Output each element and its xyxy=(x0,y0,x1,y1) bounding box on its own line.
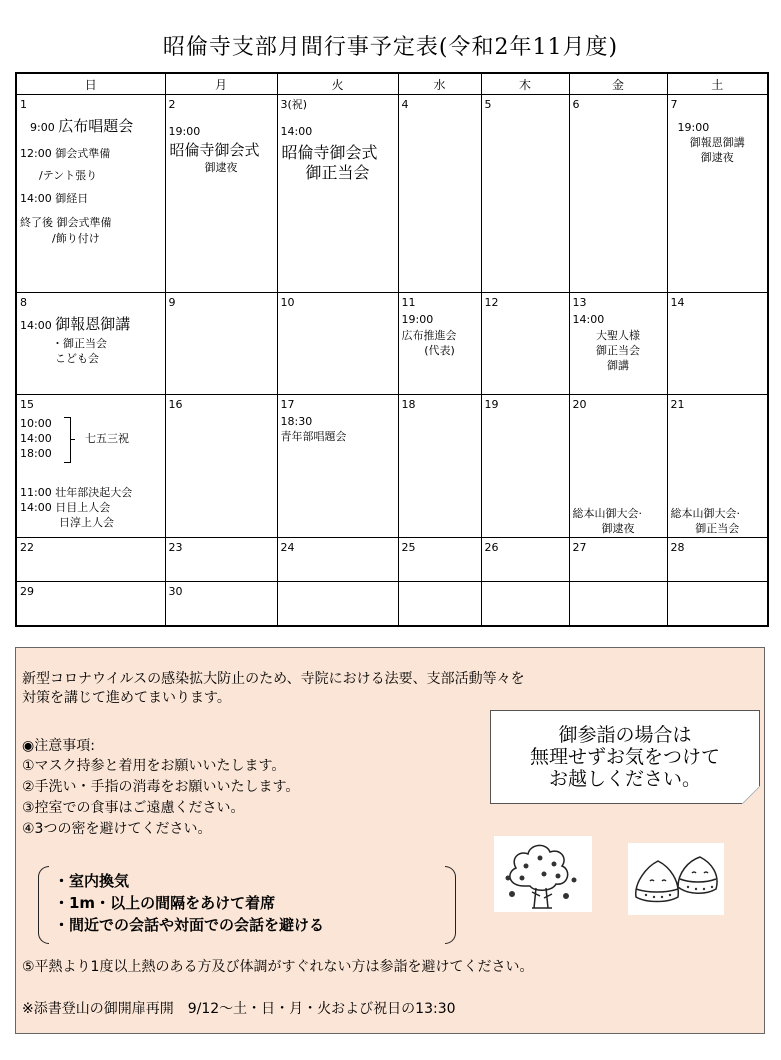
notice-item: ③控室での食事はご遠慮ください。 xyxy=(22,800,245,816)
calendar-table xyxy=(15,72,769,627)
notice-heading: ◉注意事項: xyxy=(22,738,95,754)
day-number: 23 xyxy=(168,541,183,554)
day-number: 28 xyxy=(670,541,685,554)
event-line: 12:00 御会式準備 xyxy=(20,147,111,160)
weekday-header xyxy=(16,73,768,95)
measure-item: ・室内換気 xyxy=(54,872,130,890)
weekday-tue: 火 xyxy=(277,73,398,95)
day-cell xyxy=(165,582,277,626)
right-bracket xyxy=(445,866,456,944)
notice-item: ⑤平熱より1度以上熱のある方及び体調がすぐれない方は参詣を避けてください。 xyxy=(22,959,534,975)
day-cell xyxy=(277,95,398,293)
day-cell xyxy=(16,95,165,293)
week-row xyxy=(16,293,768,395)
chestnuts-illustration-icon xyxy=(628,843,724,915)
event-time: 9:00 xyxy=(30,121,55,134)
event-title: 御正当会 xyxy=(305,163,370,182)
day-cell xyxy=(277,293,398,395)
day-cell xyxy=(569,95,667,293)
day-cell xyxy=(481,582,569,626)
day-number: 30 xyxy=(168,585,183,598)
event-time: 18:00 xyxy=(20,447,52,460)
week-row xyxy=(16,538,768,582)
event-title: 七五三祝 xyxy=(85,432,129,445)
day-cell xyxy=(398,293,481,395)
day-number: 29 xyxy=(20,585,34,598)
day-number: 25 xyxy=(401,541,416,554)
day-cell xyxy=(569,538,667,582)
page-title: 昭倫寺支部月間行事予定表(令和2年11月度) xyxy=(162,35,619,60)
day-number: 16 xyxy=(168,398,183,411)
callout-box xyxy=(490,710,760,804)
day-cell xyxy=(398,538,481,582)
measure-item: ・1m・以上の間隔をあけて着席 xyxy=(54,894,276,912)
callout-line: 無理せずお気をつけて xyxy=(529,746,720,768)
day-number: 22 xyxy=(20,541,34,554)
event-line: 御正当会 xyxy=(695,522,740,535)
event-line: 総本山御大会· xyxy=(572,507,642,520)
weekday-sat: 土 xyxy=(667,73,768,95)
page-fold-icon xyxy=(742,786,760,804)
notice-item: ①マスク持参と着用をお願いいたします。 xyxy=(22,758,286,774)
measures-bracket xyxy=(38,866,456,942)
event-line: 御逮夜 xyxy=(601,522,635,535)
day-number: 6 xyxy=(572,98,580,111)
day-cell xyxy=(667,395,768,538)
day-cell xyxy=(481,538,569,582)
weekday-wed: 水 xyxy=(398,73,481,95)
event-line: /テント張り xyxy=(39,169,98,182)
day-number: 1 xyxy=(20,98,27,111)
day-cell xyxy=(16,395,165,538)
day-cell xyxy=(16,293,165,395)
day-number: 19 xyxy=(484,398,499,411)
bracket-shape xyxy=(64,417,71,463)
event-line: 11:00 壮年部決起大会 xyxy=(20,486,133,499)
tree-illustration-icon xyxy=(494,836,592,912)
event-line: (代表) xyxy=(424,344,455,357)
day-number: 15 xyxy=(20,398,34,411)
day-cell xyxy=(398,582,481,626)
notice-intro: 新型コロナウイルスの感染拡大防止のため、寺院における法要、支部活動等々を xyxy=(22,671,525,687)
day-cell xyxy=(667,582,768,626)
day-number: 27 xyxy=(572,541,587,554)
day-number: 8 xyxy=(20,296,27,309)
event-line: 御逮夜 xyxy=(700,151,734,164)
event-title: 昭倫寺御会式 xyxy=(281,143,378,162)
day-cell xyxy=(569,582,667,626)
event-line: 日淳上人会 xyxy=(59,516,114,529)
event-time: 19:00 xyxy=(168,125,201,138)
day-number: 24 xyxy=(280,541,295,554)
day-number: 26 xyxy=(484,541,499,554)
day-cell xyxy=(277,395,398,538)
notice-footer: ※添書登山の御開扉再開 9/12～土・日・月・火および祝日の13:30 xyxy=(22,1001,456,1017)
day-cell xyxy=(667,293,768,395)
notice-intro: 対策を講じて進めてまいります。 xyxy=(22,690,231,706)
day-cell xyxy=(16,538,165,582)
day-number: 10 xyxy=(280,296,295,309)
event-line: 大聖人様 xyxy=(596,329,640,342)
day-number: 12 xyxy=(484,296,499,309)
day-number: 9 xyxy=(168,296,176,309)
day-number: 20 xyxy=(572,398,587,411)
day-number: 21 xyxy=(670,398,685,411)
event-line xyxy=(20,317,130,333)
event-time: 14:00 xyxy=(280,125,313,138)
day-cell xyxy=(481,395,569,538)
day-cell xyxy=(165,293,277,395)
event-line: 御報恩御講 xyxy=(689,136,745,149)
day-cell xyxy=(165,538,277,582)
day-number: 18 xyxy=(401,398,416,411)
day-number: 2 xyxy=(168,98,176,111)
event-time: 18:30 xyxy=(280,415,313,428)
day-cell xyxy=(481,293,569,395)
day-number: 11 xyxy=(401,296,416,309)
event-line: 総本山御大会· xyxy=(670,507,740,520)
day-cell xyxy=(569,293,667,395)
event-time: 19:00 xyxy=(401,313,434,326)
day-number: 17 xyxy=(280,398,295,411)
notice-box xyxy=(15,647,765,1034)
event-line: 御逮夜 xyxy=(204,161,238,174)
day-cell xyxy=(165,95,277,293)
day-cell xyxy=(667,538,768,582)
event-line: 広布推進会 xyxy=(401,329,457,342)
measure-item: ・間近での会話や対面での会話を避ける xyxy=(54,916,325,934)
callout-line: お越しください。 xyxy=(548,768,701,790)
day-cell xyxy=(398,95,481,293)
weekday-thu: 木 xyxy=(481,73,569,95)
day-number: 3(祝) xyxy=(280,98,308,111)
weekday-fri: 金 xyxy=(569,73,667,95)
left-bracket xyxy=(38,866,49,944)
event-line: ・御正当会 xyxy=(52,337,107,350)
day-cell xyxy=(481,95,569,293)
event-line: 14:00 日目上人会 xyxy=(20,501,111,514)
day-cell xyxy=(398,395,481,538)
day-number: 4 xyxy=(401,98,409,111)
weekday-sun: 日 xyxy=(16,73,165,95)
day-cell xyxy=(667,95,768,293)
event-line: こども会 xyxy=(55,352,99,365)
event-time: 19:00 xyxy=(677,121,710,134)
day-cell xyxy=(569,395,667,538)
notice-item: ②手洗い・手指の消毒をお願いいたします。 xyxy=(22,779,300,795)
event-line: 御講 xyxy=(607,359,629,372)
day-cell xyxy=(277,538,398,582)
event-title: 昭倫寺御会式 xyxy=(169,141,260,159)
weekday-mon: 月 xyxy=(165,73,277,95)
day-number: 7 xyxy=(670,98,678,111)
event-line: 終了後 御会式準備 xyxy=(20,216,112,229)
event-time: 14:00 xyxy=(20,319,52,332)
day-cell xyxy=(165,395,277,538)
event-time: 10:00 xyxy=(20,417,52,430)
day-cell xyxy=(277,582,398,626)
callout-line: 御参詣の場合は xyxy=(558,724,692,746)
week-row xyxy=(16,582,768,626)
week-row xyxy=(16,395,768,538)
event-title: 広布唱題会 xyxy=(58,117,134,135)
event-time: 14:00 xyxy=(20,432,52,445)
event-line: /飾り付け xyxy=(52,232,100,245)
notice-item: ④3つの密を避けてください。 xyxy=(22,821,212,837)
day-cell xyxy=(16,582,165,626)
event-line: 青年部唱題会 xyxy=(280,430,347,443)
week-row xyxy=(16,95,768,293)
event-line: 御正当会 xyxy=(596,344,640,357)
event-line: 14:00 御経日 xyxy=(20,192,89,205)
day-number: 14 xyxy=(670,296,685,309)
day-number: 13 xyxy=(572,296,587,309)
event-line xyxy=(30,119,133,135)
day-number: 5 xyxy=(484,98,492,111)
event-title: 御報恩御講 xyxy=(55,315,131,333)
event-time: 14:00 xyxy=(572,313,605,326)
